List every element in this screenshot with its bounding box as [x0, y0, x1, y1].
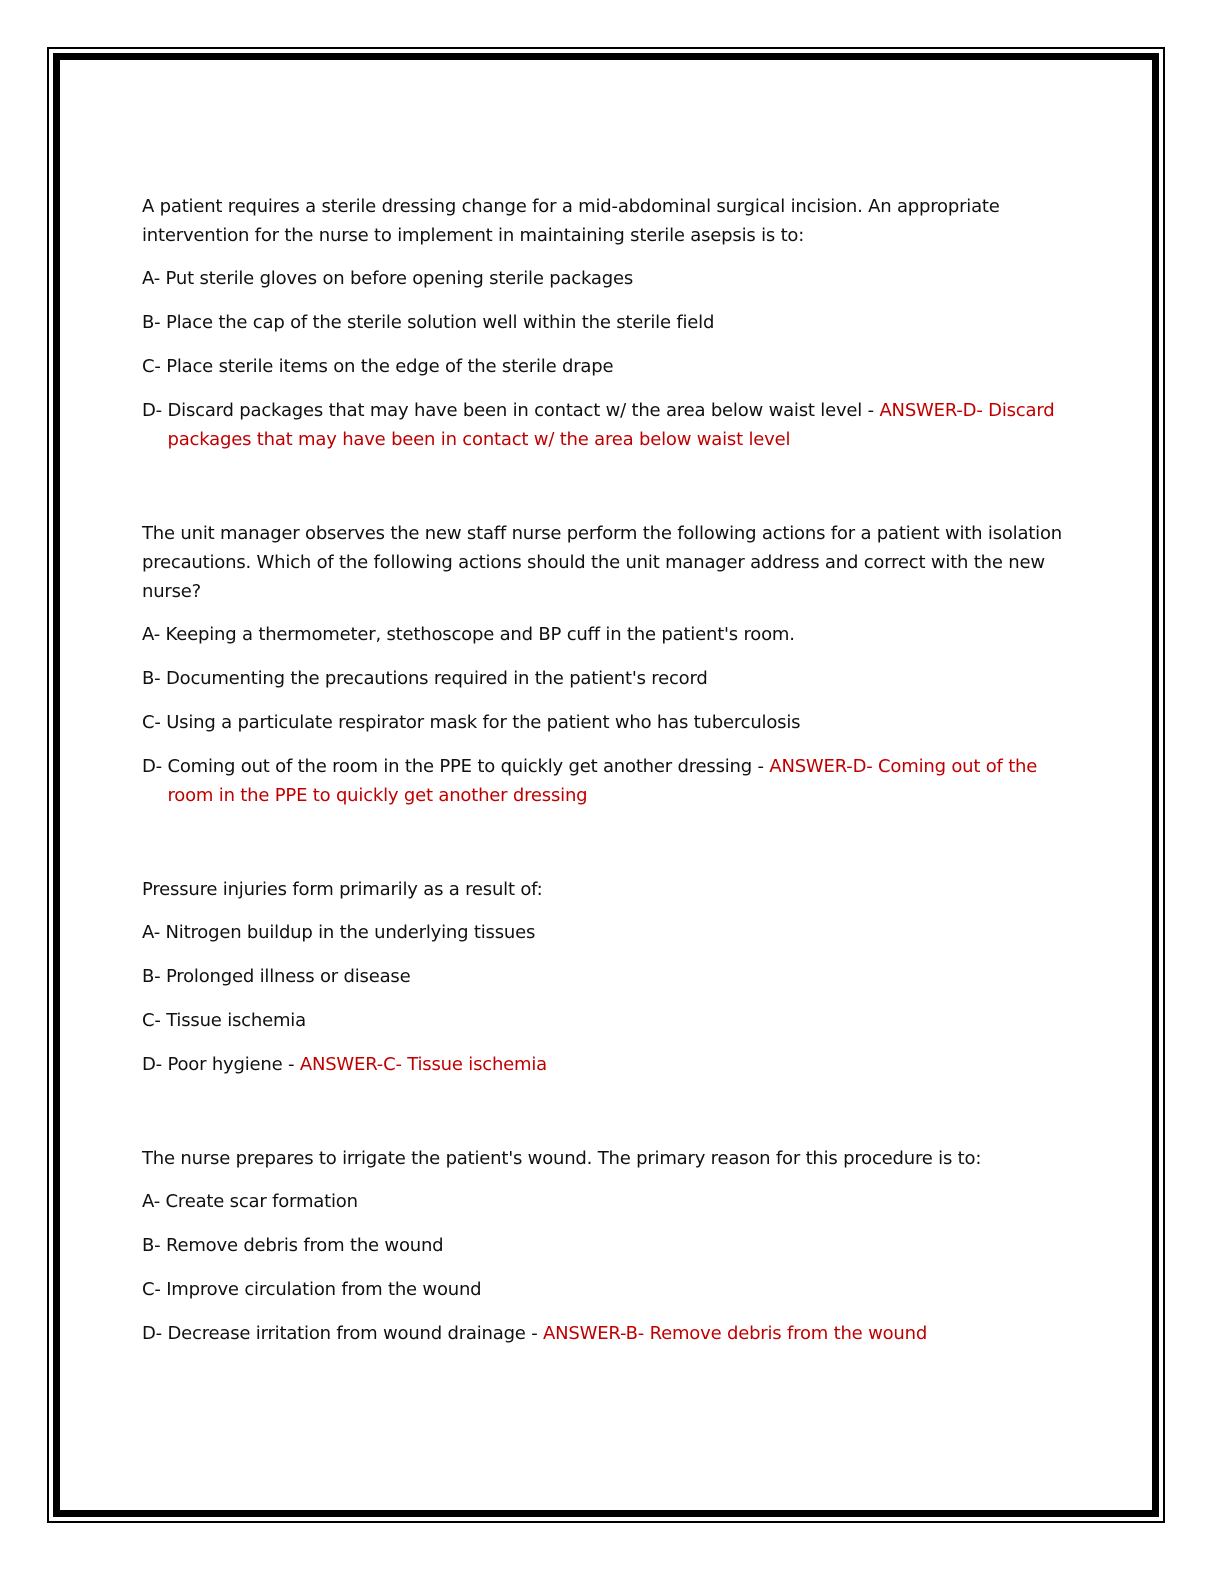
option-letter: A-: [142, 1191, 166, 1212]
answer-text: ANSWER-D- Discard packages that may have been in contact w/ the area below waist level: [167, 400, 1055, 450]
option-letter: B-: [142, 312, 166, 333]
answer-text: ANSWER-C- Tissue ischemia: [299, 1054, 547, 1075]
option-d: [142, 1050, 1082, 1079]
option-letter: C-: [142, 712, 167, 733]
option-text: Using a particulate respirator mask for the patient who has tuberculosis: [166, 712, 801, 733]
option-text: Poor hygiene -: [167, 1054, 300, 1075]
option-text: Decrease irritation from wound drainage -: [167, 1323, 544, 1344]
option-letter: D-: [142, 400, 168, 421]
question-stem: The nurse prepares to irrigate the patient's wound. The primary reason for this procedure is to:: [142, 1148, 982, 1169]
option-letter: A-: [142, 268, 166, 289]
option-letter: A-: [142, 624, 166, 645]
option-d: [142, 396, 1082, 454]
option-letter: D-: [142, 1323, 168, 1344]
question-2: [142, 519, 1082, 810]
option-letter: B-: [142, 966, 166, 987]
option-letter: A-: [142, 922, 166, 943]
option-text: Place sterile items on the edge of the sterile drape: [166, 356, 614, 377]
option-text: Nitrogen buildup in the underlying tissues: [165, 922, 536, 943]
option-letter: C-: [142, 356, 167, 377]
option-text: Prolonged illness or disease: [165, 966, 411, 987]
option-a: [142, 1187, 1082, 1216]
question-stem: The unit manager observes the new staff nurse perform the following actions for a patient with isolation precautions. Which of the following actions should the unit manager address and correct with the new nurse?: [142, 523, 1062, 602]
option-text: Remove debris from the wound: [165, 1235, 444, 1256]
question-1: [142, 192, 1082, 454]
question-stem: Pressure injuries form primarily as a result of:: [142, 879, 543, 900]
option-b: [142, 962, 1082, 991]
option-a: [142, 918, 1082, 947]
option-c: [142, 1006, 1082, 1035]
document-body: [142, 192, 1082, 1363]
option-a: [142, 620, 1082, 649]
option-c: [142, 352, 1082, 381]
option-b: [142, 664, 1082, 693]
option-c: [142, 708, 1082, 737]
answer-text: ANSWER-B- Remove debris from the wound: [543, 1323, 928, 1344]
option-letter: B-: [142, 668, 166, 689]
option-b: [142, 308, 1082, 337]
option-text: Documenting the precautions required in the patient's record: [165, 668, 708, 689]
option-text: Put sterile gloves on before opening sterile packages: [165, 268, 633, 289]
option-c: [142, 1275, 1082, 1304]
question-3: [142, 875, 1082, 1079]
option-text: Discard packages that may have been in contact w/ the area below waist level -: [167, 400, 880, 421]
option-a: [142, 264, 1082, 293]
option-letter: D-: [142, 756, 168, 777]
option-b: [142, 1231, 1082, 1260]
option-text: Place the cap of the sterile solution well within the sterile field: [165, 312, 715, 333]
option-text: Improve circulation from the wound: [166, 1279, 482, 1300]
option-letter: C-: [142, 1279, 167, 1300]
question-stem: A patient requires a sterile dressing change for a mid-abdominal surgical incision. An appropriate intervention for the nurse to implement in maintaining sterile asepsis is to:: [142, 196, 1000, 246]
option-letter: B-: [142, 1235, 166, 1256]
option-d: [142, 1319, 1082, 1348]
option-letter: D-: [142, 1054, 168, 1075]
answer-text: ANSWER-D- Coming out of the room in the PPE to quickly get another dressing: [167, 756, 1038, 806]
option-text: Keeping a thermometer, stethoscope and BP cuff in the patient's room.: [165, 624, 795, 645]
option-letter: C-: [142, 1010, 167, 1031]
option-text: Coming out of the room in the PPE to quickly get another dressing -: [167, 756, 770, 777]
question-4: [142, 1144, 1082, 1348]
option-text: Create scar formation: [165, 1191, 358, 1212]
option-text: Tissue ischemia: [166, 1010, 306, 1031]
option-d: [142, 752, 1082, 810]
